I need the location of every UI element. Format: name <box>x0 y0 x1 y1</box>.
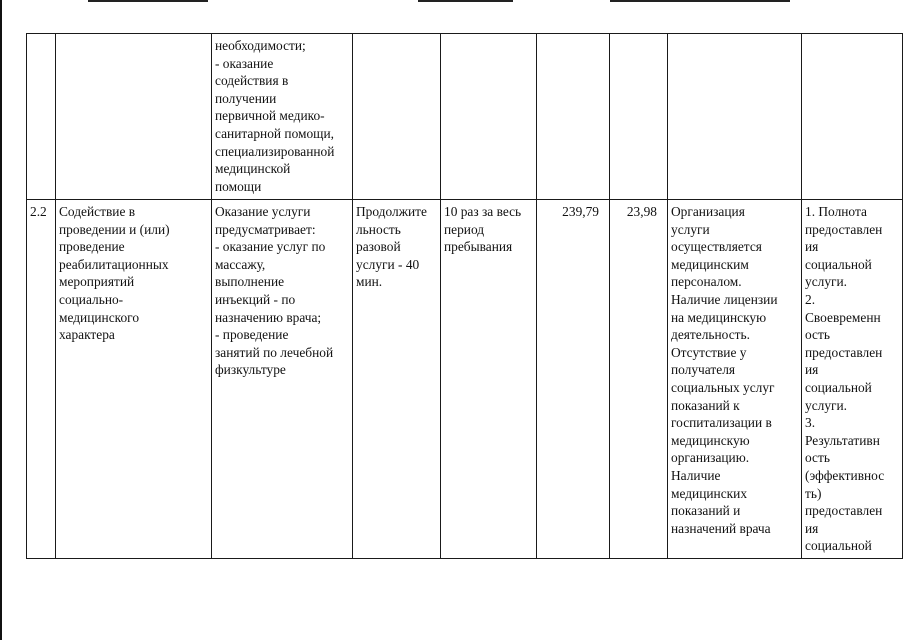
text-line: получении <box>215 90 277 106</box>
text-line: предусматривает: <box>215 221 316 237</box>
text-line: социальных услуг <box>671 379 775 395</box>
text-line: предоставлен <box>805 221 883 237</box>
cell-price-2: 23,98 <box>610 200 668 559</box>
text-line: льность <box>356 221 401 237</box>
cell-price: 239,79 <box>537 200 610 559</box>
cell-frequency <box>441 34 537 200</box>
cell-duration <box>353 200 441 559</box>
text-line: 1. Полнота <box>805 204 867 219</box>
top-edge-mark <box>610 0 790 2</box>
text-line: реабилитационных <box>59 256 169 272</box>
cell-conditions <box>668 34 802 200</box>
text-line: медицинских <box>671 485 748 501</box>
cell-duration <box>353 34 441 200</box>
text-line: Наличие лицензии <box>671 291 778 307</box>
text-line: назначению врача; <box>215 309 322 325</box>
text-line: получателя <box>671 362 736 378</box>
text-line: - оказание <box>215 55 274 71</box>
text-line: инъекций - по <box>215 291 296 307</box>
text-line: Продолжите <box>356 204 427 219</box>
scan-left-edge <box>0 0 2 640</box>
text-line: на медицинскую <box>671 309 767 325</box>
text-line: - оказание услуг по <box>215 239 326 255</box>
text-line: услуги. <box>805 274 848 290</box>
cell-service-content <box>212 34 353 200</box>
text-line: необходимости; <box>215 38 306 53</box>
cell-price <box>537 34 610 200</box>
text-line: Организация <box>671 204 745 219</box>
text-line: медицинским <box>671 256 749 272</box>
text-line: характера <box>59 327 115 343</box>
text-line: ость <box>805 327 830 343</box>
text-line: мероприятий <box>59 274 135 290</box>
table-row-continuation <box>27 34 903 200</box>
cell-service-content <box>212 200 353 559</box>
text-line: социальной <box>805 256 872 272</box>
text-line: ть) <box>805 485 822 501</box>
text-line: период <box>444 221 485 237</box>
text-line: услуги <box>671 221 710 237</box>
cell-service-name <box>56 34 212 200</box>
text-line: показаний к <box>671 397 740 413</box>
cell-price-2 <box>610 34 668 200</box>
text-line: социально- <box>59 291 124 307</box>
text-line: ия <box>805 362 819 378</box>
table-row-2-2 <box>27 200 903 559</box>
cell-indicators <box>802 34 903 200</box>
cell-indicators <box>802 200 903 559</box>
text-line: - проведение <box>215 327 289 343</box>
text-line: организацию. <box>671 450 750 466</box>
cell-service-name <box>56 200 212 559</box>
text-line: проведение <box>59 239 125 255</box>
text-line: ия <box>805 520 819 536</box>
cell-conditions <box>668 200 802 559</box>
text-line: Оказание услуги <box>215 204 311 219</box>
text-line: ия <box>805 239 819 255</box>
text-line: разовой <box>356 239 401 255</box>
text-line: ость <box>805 450 830 466</box>
text-line: госпитализации в <box>671 415 772 431</box>
text-line: физкультуре <box>215 362 286 378</box>
text-line: Отсутствие у <box>671 344 747 360</box>
text-line: помощи <box>215 178 262 194</box>
text-line: Своевременн <box>805 309 881 325</box>
text-line: первичной медико- <box>215 108 325 124</box>
text-line: медицинскую <box>671 432 750 448</box>
text-line: осуществляется <box>671 239 762 255</box>
text-line: мин. <box>356 274 383 290</box>
text-line: показаний и <box>671 503 741 519</box>
text-line: услуги. <box>805 397 848 413</box>
text-line: (эффективнос <box>805 467 885 483</box>
text-line: 3. <box>805 415 816 431</box>
text-line: услуги - 40 <box>356 256 420 272</box>
text-line: 2. <box>805 291 816 307</box>
text-line: предоставлен <box>805 344 883 360</box>
text-line: Наличие <box>671 467 721 483</box>
text-line: содействия в <box>215 73 289 89</box>
text-line: выполнение <box>215 274 285 290</box>
text-line: специализированной <box>215 143 335 159</box>
text-line: назначений врача <box>671 520 771 536</box>
top-edge-mark <box>88 0 208 2</box>
text-line: социальной <box>805 379 872 395</box>
text-line: проведении и (или) <box>59 221 170 237</box>
text-line: 10 раз за весь <box>444 204 522 219</box>
text-line: массажу, <box>215 256 266 272</box>
text-line: медицинской <box>215 161 291 177</box>
text-line: медицинского <box>59 309 140 325</box>
cell-number <box>27 34 56 200</box>
text-line: деятельность. <box>671 327 750 343</box>
text-line: персоналом. <box>671 274 742 290</box>
top-edge-mark <box>418 0 513 2</box>
cell-number: 2.2 <box>27 200 56 559</box>
cell-frequency <box>441 200 537 559</box>
text-line: санитарной помощи, <box>215 125 335 141</box>
text-line: предоставлен <box>805 503 883 519</box>
text-line: пребывания <box>444 239 513 255</box>
text-line: социальной <box>805 538 872 554</box>
services-table <box>26 33 903 559</box>
text-line: Результативн <box>805 432 880 448</box>
text-line: Содействие в <box>59 204 136 219</box>
text-line: занятий по лечебной <box>215 344 334 360</box>
